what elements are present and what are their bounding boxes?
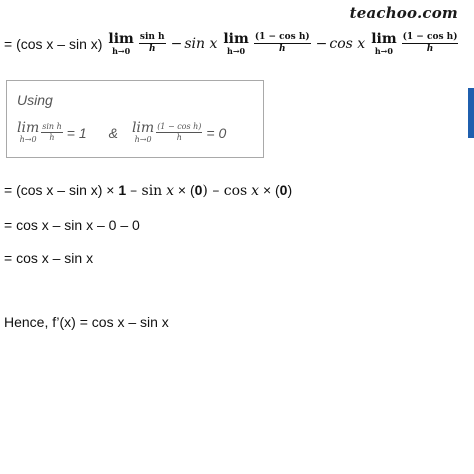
using-fraction-1 (41, 123, 63, 143)
line1-prefix: = (cos x – sin x) (4, 35, 103, 52)
fraction-denominator: h (176, 133, 182, 142)
using-box (6, 80, 264, 158)
fraction-denominator: h (148, 44, 156, 54)
equation-line-1 (4, 32, 461, 55)
limit-1 (108, 32, 133, 55)
limit-word: lim (108, 31, 134, 47)
limit-word: lim (17, 120, 40, 136)
side-accent-bar (468, 88, 474, 138)
limit-word: lim (371, 31, 397, 47)
term-cos-x: cos x (329, 35, 366, 52)
fraction-denominator: h (426, 44, 434, 54)
line2-part4: ) – cos (202, 183, 248, 199)
limit-3 (371, 32, 396, 55)
equation-line-2 (4, 182, 292, 199)
using-limit-1 (17, 121, 39, 144)
brand-logo: teachoo.com (349, 4, 458, 22)
limit-subscript: h→0 (112, 46, 131, 56)
limit-word: lim (223, 31, 249, 47)
fraction-numerator: (1 − cos h) (402, 33, 459, 44)
fraction-numerator: (1 − cos h) (254, 33, 311, 44)
fraction-2 (254, 33, 311, 55)
equation-line-4: = cos x – sin x (4, 250, 94, 266)
term-sin-x: sin x (184, 35, 218, 52)
limit-2 (223, 32, 248, 55)
value-zero: 0 (194, 182, 203, 198)
conclusion-line: Hence, f’(x) = cos x – sin x (4, 314, 169, 330)
using-formulas (17, 121, 230, 144)
using-fraction-2 (156, 123, 202, 143)
limit-subscript: h→0 (374, 46, 393, 56)
equals-one: = 1 (66, 124, 87, 141)
using-title: Using (17, 92, 53, 108)
limit-subscript: h→0 (19, 135, 37, 144)
fraction-numerator: sin h (139, 33, 166, 44)
fraction-numerator: sin h (41, 123, 63, 133)
var-x: x (166, 183, 174, 199)
fraction-3 (402, 33, 459, 55)
value-zero: 0 (279, 182, 288, 198)
fraction-1 (139, 33, 166, 55)
var-x: x (251, 183, 260, 199)
limit-word: lim (131, 120, 155, 136)
equation-line-3: = cos x – sin x – 0 – 0 (4, 217, 140, 233)
line2-part2: – sin (130, 183, 163, 199)
value-one: 1 (118, 182, 127, 198)
line2-part1: = (cos x – sin x) × (4, 182, 115, 198)
fraction-denominator: h (278, 44, 286, 54)
using-limit-2 (132, 121, 154, 144)
line2-part6: ) (287, 182, 293, 198)
fraction-denominator: h (49, 133, 55, 142)
line2-part5: × ( (262, 182, 280, 198)
ampersand: & (108, 124, 118, 141)
limit-subscript: h→0 (227, 46, 246, 56)
line2-part3: × ( (177, 182, 195, 198)
fraction-numerator: (1 − cos h) (156, 123, 202, 133)
equals-zero: = 0 (206, 124, 227, 141)
minus-sign: − (170, 35, 183, 52)
limit-subscript: h→0 (134, 135, 152, 144)
minus-sign: − (315, 35, 328, 52)
side-bar (468, 0, 474, 474)
